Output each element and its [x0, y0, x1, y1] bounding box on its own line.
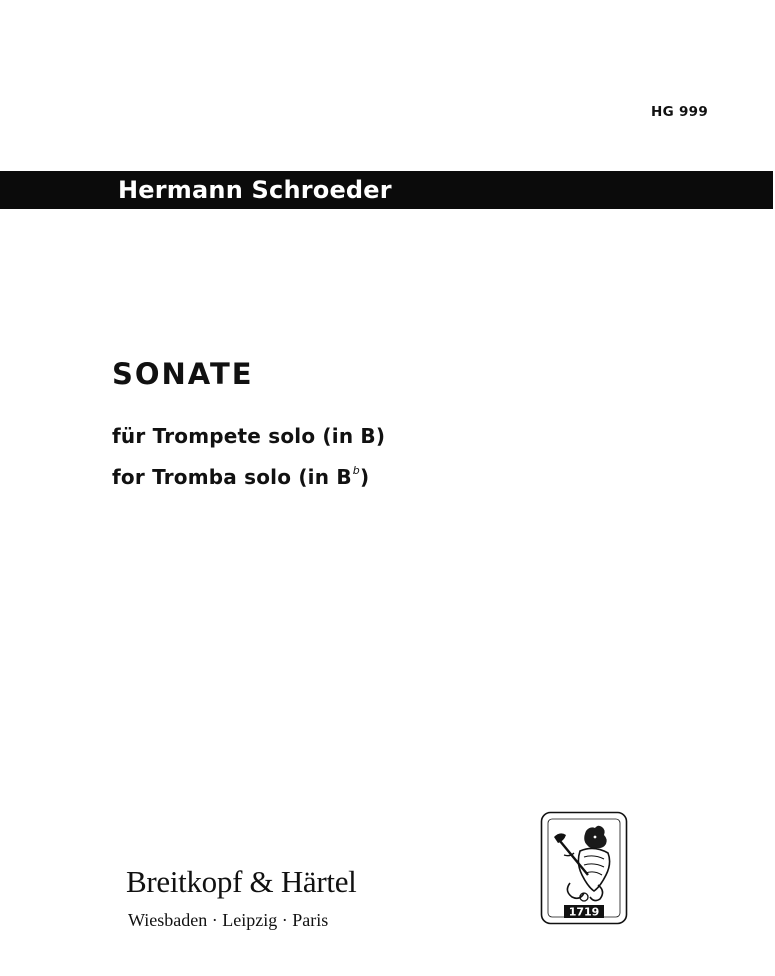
work-title: SONATE	[112, 357, 254, 391]
composer-bar	[0, 171, 773, 209]
publisher-logo-icon	[540, 811, 628, 925]
subtitle-english-close: )	[359, 465, 370, 489]
publisher-cities: Wiesbaden · Leipzig · Paris	[128, 910, 329, 930]
catalog-number: HG 999	[651, 104, 709, 120]
composer-name: Hermann Schroeder	[118, 176, 392, 204]
subtitle-english	[112, 465, 369, 489]
publisher-name: Breitkopf & Härtel	[126, 864, 357, 899]
subtitle-german: für Trompete solo (in B)	[112, 424, 386, 448]
subtitle-english-main: for Tromba solo (in B	[112, 465, 352, 489]
logo-year: 1719	[568, 905, 600, 919]
flat-sign: b	[352, 464, 360, 477]
